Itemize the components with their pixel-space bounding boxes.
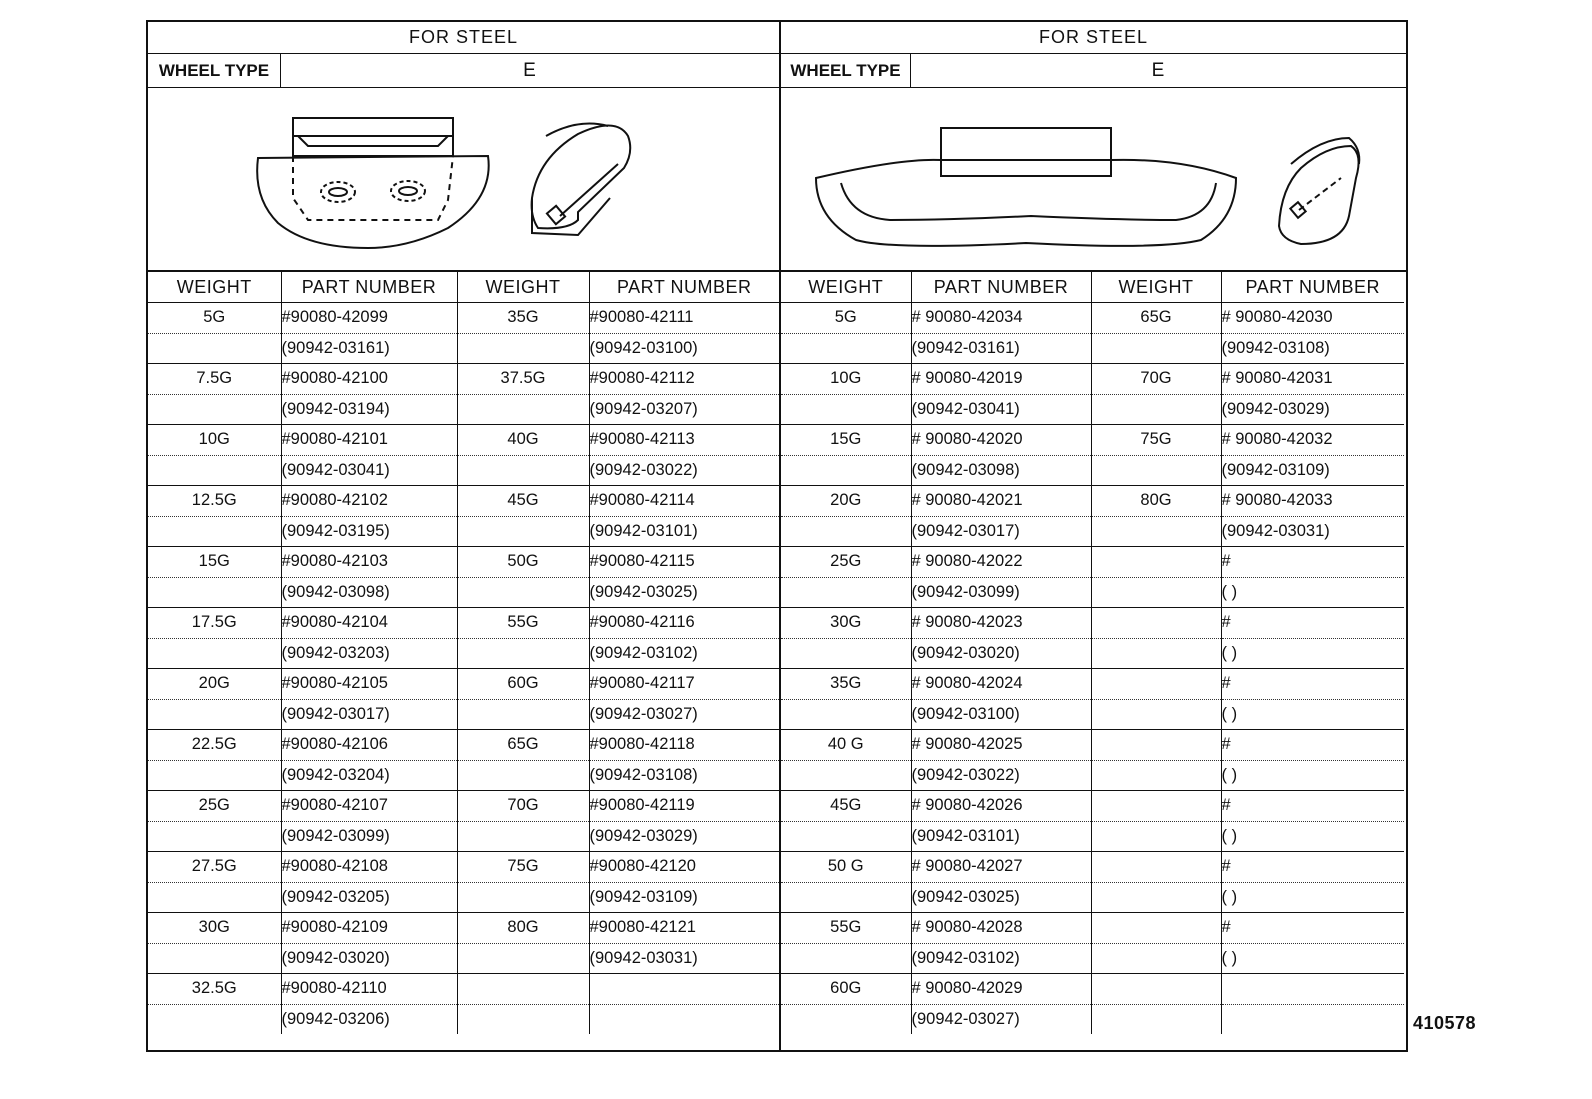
table-row bbox=[781, 974, 1404, 1005]
weight-cell: 5G bbox=[781, 303, 911, 334]
weight-cell: 70G bbox=[1091, 364, 1221, 395]
right-header-part-number-2: PART NUMBER bbox=[1221, 272, 1404, 303]
empty-cell bbox=[1091, 394, 1221, 425]
part-number-cell: # 90080-42021 bbox=[911, 486, 1091, 517]
weight-cell: 50 G bbox=[781, 852, 911, 883]
old-part-number-cell: (90942-03025) bbox=[589, 577, 779, 608]
table-row bbox=[148, 730, 779, 761]
old-part-number-cell: (90942-03027) bbox=[911, 1004, 1091, 1034]
old-part-number-cell: (90942-03041) bbox=[911, 394, 1091, 425]
old-part-number-cell: (90942-03041) bbox=[281, 455, 457, 486]
old-part-number-cell: (90942-03025) bbox=[911, 882, 1091, 913]
old-part-number-cell: (90942-03017) bbox=[911, 516, 1091, 547]
empty-cell bbox=[148, 333, 281, 364]
weight-cell: 25G bbox=[148, 791, 281, 822]
old-part-number-cell: ( ) bbox=[1221, 882, 1404, 913]
old-part-number-cell: (90942-03029) bbox=[589, 821, 779, 852]
part-number-cell: # bbox=[1221, 852, 1404, 883]
weight-cell: 20G bbox=[148, 669, 281, 700]
old-part-number-cell: (90942-03022) bbox=[911, 760, 1091, 791]
old-part-number-cell: ( ) bbox=[1221, 943, 1404, 974]
weight-cell: 55G bbox=[781, 913, 911, 944]
table-row-subline bbox=[781, 943, 1404, 974]
weight-cell bbox=[1091, 791, 1221, 822]
part-number-cell: # 90080-42019 bbox=[911, 364, 1091, 395]
part-number-cell: #90080-42120 bbox=[589, 852, 779, 883]
old-part-number-cell: ( ) bbox=[1221, 638, 1404, 669]
old-part-number-cell: (90942-03109) bbox=[1221, 455, 1404, 486]
part-number-cell: #90080-42101 bbox=[281, 425, 457, 456]
empty-cell bbox=[781, 821, 911, 852]
part-number-cell: # 90080-42030 bbox=[1221, 303, 1404, 334]
empty-cell bbox=[148, 943, 281, 974]
empty-cell bbox=[1091, 943, 1221, 974]
part-number-cell: #90080-42121 bbox=[589, 913, 779, 944]
weight-cell: 75G bbox=[457, 852, 589, 883]
right-wheel-type-label: WHEEL TYPE bbox=[781, 54, 911, 87]
old-part-number-cell: (90942-03099) bbox=[281, 821, 457, 852]
old-part-number-cell: (90942-03194) bbox=[281, 394, 457, 425]
table-row bbox=[781, 303, 1404, 334]
table-row-subline bbox=[781, 455, 1404, 486]
old-part-number-cell: (90942-03108) bbox=[1221, 333, 1404, 364]
old-part-number-cell: (90942-03017) bbox=[281, 699, 457, 730]
part-number-cell: # bbox=[1221, 730, 1404, 761]
old-part-number-cell: (90942-03195) bbox=[281, 516, 457, 547]
left-wheel-type-value: E bbox=[523, 59, 537, 81]
weight-cell: 5G bbox=[148, 303, 281, 334]
weight-cell: 65G bbox=[457, 730, 589, 761]
left-wheel-type-label: WHEEL TYPE bbox=[148, 54, 281, 87]
part-number-cell: #90080-42103 bbox=[281, 547, 457, 578]
table-row-subline bbox=[781, 760, 1404, 791]
empty-cell bbox=[148, 821, 281, 852]
weight-cell bbox=[1091, 730, 1221, 761]
weight-cell: 15G bbox=[148, 547, 281, 578]
empty-cell bbox=[781, 638, 911, 669]
left-header-weight-2: WEIGHT bbox=[457, 272, 589, 303]
table-row bbox=[148, 364, 779, 395]
weight-cell: 40G bbox=[457, 425, 589, 456]
left-title: FOR STEEL bbox=[148, 22, 779, 54]
right-weight-illustration bbox=[781, 88, 1406, 272]
right-header-weight-2: WEIGHT bbox=[1091, 272, 1221, 303]
left-table-body bbox=[148, 303, 779, 1035]
left-parts-table bbox=[148, 272, 779, 1034]
empty-cell bbox=[1091, 333, 1221, 364]
empty-cell bbox=[148, 882, 281, 913]
clip-on-weight-drawing bbox=[148, 88, 779, 272]
weight-cell: 65G bbox=[1091, 303, 1221, 334]
empty-cell bbox=[148, 699, 281, 730]
part-number-cell: #90080-42112 bbox=[589, 364, 779, 395]
part-number-cell: #90080-42117 bbox=[589, 669, 779, 700]
empty-cell bbox=[1091, 699, 1221, 730]
weight-cell: 55G bbox=[457, 608, 589, 639]
part-number-cell: #90080-42100 bbox=[281, 364, 457, 395]
old-part-number-cell: ( ) bbox=[1221, 699, 1404, 730]
weight-cell bbox=[1091, 669, 1221, 700]
part-number-cell: #90080-42113 bbox=[589, 425, 779, 456]
part-number-cell: # 90080-42024 bbox=[911, 669, 1091, 700]
old-part-number-cell: (90942-03108) bbox=[589, 760, 779, 791]
left-weight-illustration bbox=[148, 88, 779, 272]
weight-cell bbox=[457, 974, 589, 1005]
table-row-subline bbox=[148, 943, 779, 974]
old-part-number-cell: (90942-03100) bbox=[911, 699, 1091, 730]
table-row-subline bbox=[148, 1004, 779, 1034]
part-number-cell: #90080-42107 bbox=[281, 791, 457, 822]
weight-cell: 50G bbox=[457, 547, 589, 578]
table-row bbox=[148, 303, 779, 334]
empty-cell bbox=[1091, 760, 1221, 791]
weight-cell: 37.5G bbox=[457, 364, 589, 395]
old-part-number-cell: (90942-03029) bbox=[1221, 394, 1404, 425]
part-number-cell: # 90080-42025 bbox=[911, 730, 1091, 761]
right-wheel-type-value: E bbox=[1151, 59, 1166, 81]
weight-cell: 30G bbox=[781, 608, 911, 639]
old-part-number-cell bbox=[589, 1004, 779, 1034]
table-row-subline bbox=[148, 882, 779, 913]
old-part-number-cell: (90942-03205) bbox=[281, 882, 457, 913]
old-part-number-cell: (90942-03204) bbox=[281, 760, 457, 791]
empty-cell bbox=[457, 882, 589, 913]
table-row-subline bbox=[781, 333, 1404, 364]
old-part-number-cell: (90942-03102) bbox=[589, 638, 779, 669]
weight-cell bbox=[1091, 913, 1221, 944]
part-number-cell: # 90080-42031 bbox=[1221, 364, 1404, 395]
empty-cell bbox=[781, 516, 911, 547]
weight-cell: 17.5G bbox=[148, 608, 281, 639]
old-part-number-cell: (90942-03020) bbox=[911, 638, 1091, 669]
left-header-part-number-1: PART NUMBER bbox=[281, 272, 457, 303]
part-number-cell: #90080-42110 bbox=[281, 974, 457, 1005]
table-row bbox=[148, 425, 779, 456]
table-row-subline bbox=[148, 516, 779, 547]
empty-cell bbox=[457, 821, 589, 852]
table-row bbox=[781, 608, 1404, 639]
part-number-cell: #90080-42104 bbox=[281, 608, 457, 639]
part-number-cell: # 90080-42032 bbox=[1221, 425, 1404, 456]
table-row bbox=[148, 608, 779, 639]
empty-cell bbox=[1091, 882, 1221, 913]
table-row bbox=[781, 425, 1404, 456]
part-number-cell: # bbox=[1221, 913, 1404, 944]
table-row-subline bbox=[781, 516, 1404, 547]
part-number-cell: #90080-42111 bbox=[589, 303, 779, 334]
old-part-number-cell: (90942-03098) bbox=[281, 577, 457, 608]
weight-cell bbox=[1091, 852, 1221, 883]
empty-cell bbox=[781, 394, 911, 425]
old-part-number-cell: (90942-03031) bbox=[1221, 516, 1404, 547]
old-part-number-cell: (90942-03099) bbox=[911, 577, 1091, 608]
empty-cell bbox=[148, 516, 281, 547]
old-part-number-cell: (90942-03020) bbox=[281, 943, 457, 974]
table-row-subline bbox=[148, 333, 779, 364]
old-part-number-cell: (90942-03161) bbox=[281, 333, 457, 364]
table-row-subline bbox=[781, 1004, 1404, 1034]
empty-cell bbox=[148, 577, 281, 608]
part-number-cell: #90080-42099 bbox=[281, 303, 457, 334]
empty-cell bbox=[457, 394, 589, 425]
old-part-number-cell: (90942-03027) bbox=[589, 699, 779, 730]
empty-cell bbox=[781, 1004, 911, 1034]
part-number-cell: #90080-42116 bbox=[589, 608, 779, 639]
part-number-cell: # bbox=[1221, 669, 1404, 700]
table-row-subline bbox=[148, 638, 779, 669]
weight-cell: 45G bbox=[781, 791, 911, 822]
old-part-number-cell: (90942-03101) bbox=[911, 821, 1091, 852]
table-row-subline bbox=[148, 394, 779, 425]
old-part-number-cell: (90942-03100) bbox=[589, 333, 779, 364]
weight-cell: 35G bbox=[457, 303, 589, 334]
weight-cell: 22.5G bbox=[148, 730, 281, 761]
part-number-cell: #90080-42118 bbox=[589, 730, 779, 761]
empty-cell bbox=[781, 577, 911, 608]
weight-cell: 75G bbox=[1091, 425, 1221, 456]
empty-cell bbox=[457, 577, 589, 608]
part-number-cell: # 90080-42022 bbox=[911, 547, 1091, 578]
part-number-cell: # 90080-42034 bbox=[911, 303, 1091, 334]
weight-cell: 32.5G bbox=[148, 974, 281, 1005]
empty-cell bbox=[781, 455, 911, 486]
empty-cell bbox=[781, 333, 911, 364]
empty-cell bbox=[457, 455, 589, 486]
weight-cell: 45G bbox=[457, 486, 589, 517]
table-row-subline bbox=[781, 821, 1404, 852]
empty-cell bbox=[457, 1004, 589, 1034]
part-number-cell: #90080-42106 bbox=[281, 730, 457, 761]
part-number-cell: # 90080-42029 bbox=[911, 974, 1091, 1005]
weight-cell: 80G bbox=[1091, 486, 1221, 517]
table-row-subline bbox=[781, 577, 1404, 608]
empty-cell bbox=[781, 882, 911, 913]
old-part-number-cell: ( ) bbox=[1221, 577, 1404, 608]
old-part-number-cell: ( ) bbox=[1221, 760, 1404, 791]
weight-cell: 10G bbox=[781, 364, 911, 395]
old-part-number-cell: (90942-03022) bbox=[589, 455, 779, 486]
empty-cell bbox=[1091, 821, 1221, 852]
weight-cell: 15G bbox=[781, 425, 911, 456]
part-number-cell: #90080-42108 bbox=[281, 852, 457, 883]
adhesive-weight-drawing bbox=[781, 88, 1406, 272]
table-row bbox=[148, 913, 779, 944]
table-row bbox=[781, 547, 1404, 578]
table-row-subline bbox=[781, 699, 1404, 730]
right-title: FOR STEEL bbox=[781, 22, 1406, 54]
part-number-cell: #90080-42102 bbox=[281, 486, 457, 517]
table-row bbox=[148, 974, 779, 1005]
empty-cell bbox=[1091, 455, 1221, 486]
part-number-cell: #90080-42114 bbox=[589, 486, 779, 517]
old-part-number-cell: (90942-03031) bbox=[589, 943, 779, 974]
empty-cell bbox=[148, 760, 281, 791]
part-number-cell: # 90080-42020 bbox=[911, 425, 1091, 456]
empty-cell bbox=[1091, 516, 1221, 547]
table-row bbox=[148, 669, 779, 700]
weight-cell: 25G bbox=[781, 547, 911, 578]
part-number-cell: #90080-42119 bbox=[589, 791, 779, 822]
table-row bbox=[781, 486, 1404, 517]
empty-cell bbox=[1091, 577, 1221, 608]
figure-code: 410578 bbox=[1413, 1013, 1477, 1033]
part-number-cell: # 90080-42033 bbox=[1221, 486, 1404, 517]
part-number-cell: # bbox=[1221, 791, 1404, 822]
weight-cell: 10G bbox=[148, 425, 281, 456]
old-part-number-cell: (90942-03109) bbox=[589, 882, 779, 913]
part-number-cell bbox=[589, 974, 779, 1005]
table-row bbox=[781, 913, 1404, 944]
empty-cell bbox=[457, 943, 589, 974]
right-header-part-number-1: PART NUMBER bbox=[911, 272, 1091, 303]
old-part-number-cell: (90942-03101) bbox=[589, 516, 779, 547]
old-part-number-cell: (90942-03207) bbox=[589, 394, 779, 425]
old-part-number-cell: (90942-03203) bbox=[281, 638, 457, 669]
part-number-cell: # 90080-42028 bbox=[911, 913, 1091, 944]
part-number-cell: # 90080-42027 bbox=[911, 852, 1091, 883]
part-number-cell: #90080-42105 bbox=[281, 669, 457, 700]
table-row bbox=[148, 852, 779, 883]
weight-cell: 27.5G bbox=[148, 852, 281, 883]
empty-cell bbox=[457, 516, 589, 547]
right-header-weight-1: WEIGHT bbox=[781, 272, 911, 303]
right-wheel-type-row bbox=[781, 54, 1406, 88]
weight-cell bbox=[1091, 974, 1221, 1005]
table-row bbox=[781, 852, 1404, 883]
old-part-number-cell: ( ) bbox=[1221, 821, 1404, 852]
part-number-cell: # bbox=[1221, 547, 1404, 578]
weight-cell: 30G bbox=[148, 913, 281, 944]
weight-cell: 60G bbox=[457, 669, 589, 700]
left-header-part-number-2: PART NUMBER bbox=[589, 272, 779, 303]
old-part-number-cell: (90942-03206) bbox=[281, 1004, 457, 1034]
empty-cell bbox=[148, 1004, 281, 1034]
table-row-subline bbox=[148, 699, 779, 730]
table-row bbox=[781, 364, 1404, 395]
weight-cell: 60G bbox=[781, 974, 911, 1005]
table-row-subline bbox=[148, 455, 779, 486]
table-row bbox=[781, 791, 1404, 822]
old-part-number-cell: (90942-03102) bbox=[911, 943, 1091, 974]
weight-cell bbox=[1091, 547, 1221, 578]
empty-cell bbox=[781, 943, 911, 974]
empty-cell bbox=[1091, 638, 1221, 669]
table-row-subline bbox=[781, 638, 1404, 669]
table-row bbox=[781, 730, 1404, 761]
table-row-subline bbox=[781, 394, 1404, 425]
weight-cell: 40 G bbox=[781, 730, 911, 761]
right-table-body bbox=[781, 303, 1404, 1035]
part-number-cell: # 90080-42026 bbox=[911, 791, 1091, 822]
weight-cell: 70G bbox=[457, 791, 589, 822]
table-row bbox=[781, 669, 1404, 700]
table-row bbox=[148, 547, 779, 578]
weight-cell: 80G bbox=[457, 913, 589, 944]
weight-cell: 12.5G bbox=[148, 486, 281, 517]
table-row-subline bbox=[148, 577, 779, 608]
part-number-cell: #90080-42115 bbox=[589, 547, 779, 578]
empty-cell bbox=[148, 455, 281, 486]
left-panel bbox=[148, 22, 781, 1050]
empty-cell bbox=[457, 333, 589, 364]
old-part-number-cell bbox=[1221, 1004, 1404, 1034]
empty-cell bbox=[457, 699, 589, 730]
left-wheel-type-row bbox=[148, 54, 779, 88]
old-part-number-cell: (90942-03161) bbox=[911, 333, 1091, 364]
empty-cell bbox=[148, 638, 281, 669]
part-number-cell: #90080-42109 bbox=[281, 913, 457, 944]
weight-cell: 20G bbox=[781, 486, 911, 517]
table-row bbox=[148, 486, 779, 517]
empty-cell bbox=[457, 760, 589, 791]
weight-cell bbox=[1091, 608, 1221, 639]
table-row bbox=[148, 791, 779, 822]
right-panel bbox=[781, 22, 1406, 1050]
old-part-number-cell: (90942-03098) bbox=[911, 455, 1091, 486]
table-row-subline bbox=[148, 821, 779, 852]
empty-cell bbox=[781, 760, 911, 791]
part-number-cell: # 90080-42023 bbox=[911, 608, 1091, 639]
right-parts-table bbox=[781, 272, 1404, 1034]
empty-cell bbox=[781, 699, 911, 730]
table-row-subline bbox=[148, 760, 779, 791]
empty-cell bbox=[457, 638, 589, 669]
empty-cell bbox=[148, 394, 281, 425]
parts-sheet bbox=[146, 20, 1408, 1052]
table-row-subline bbox=[781, 882, 1404, 913]
part-number-cell bbox=[1221, 974, 1404, 1005]
part-number-cell: # bbox=[1221, 608, 1404, 639]
weight-cell: 35G bbox=[781, 669, 911, 700]
weight-cell: 7.5G bbox=[148, 364, 281, 395]
empty-cell bbox=[1091, 1004, 1221, 1034]
left-header-weight-1: WEIGHT bbox=[148, 272, 281, 303]
